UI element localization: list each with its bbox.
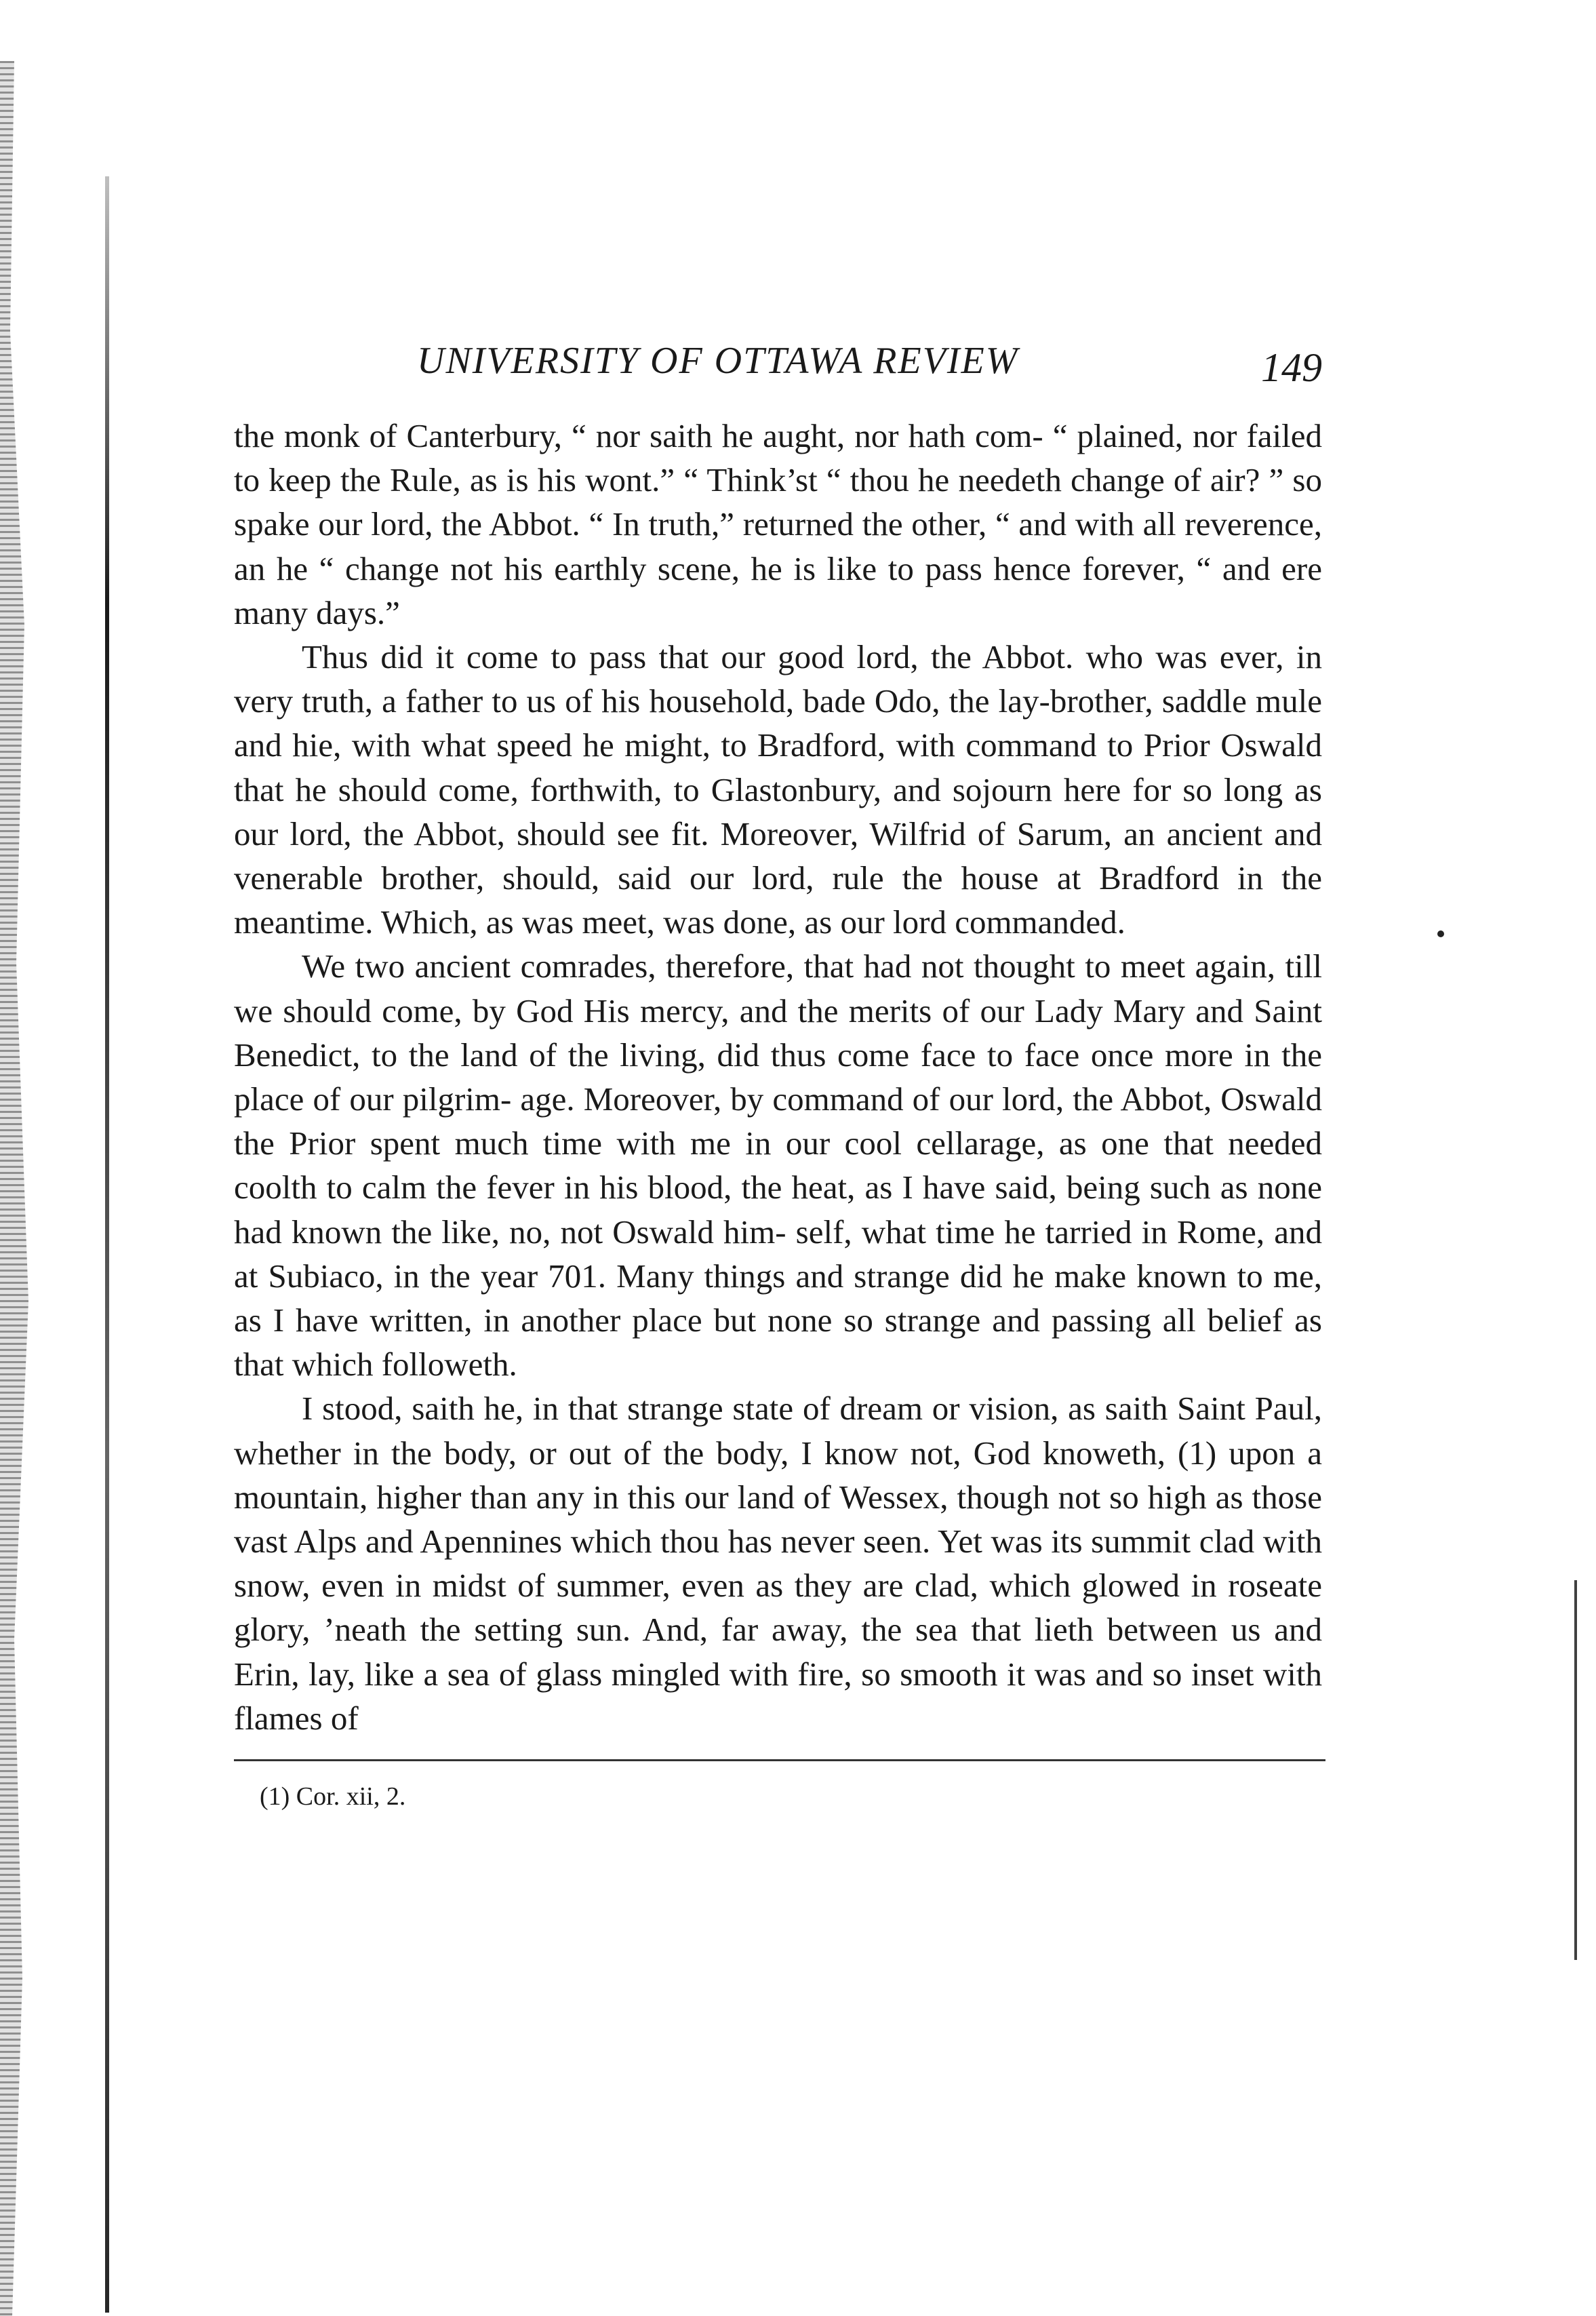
scan-edge-mark	[1574, 1580, 1577, 1960]
paragraph: I stood, saith he, in that strange state of dream or vision, as saith Saint Paul, whether in the body, or out of the body, I know not, God knoweth, (1) upon a mountain, higher than any in this our land of Wessex, though not so high as those vast Alps and Apennines which thou has never seen. Yet was its summit clad with snow, even in midst of summer, even as they are clad, which glowed in roseate glory, ’neath the setting sun. And, far away, the sea that lieth between us and Erin, lay, like a sea of glass mingled with fire, so smooth it was and so inset with flames of	[234, 1390, 1322, 1737]
running-head: UNIVERSITY OF OTTAWA REVIEW	[417, 340, 1019, 382]
paragraph-continued: the monk of Canterbury, “ nor saith he aught, nor hath com- “ plained, nor failed to keep the Rule, as is his wont.” “ Think’st “ thou he needeth change of air? ” so spake our lord, the Abbot. “ In truth,” returned the other, “ and with all reverence, an he “ change not his earthly scene, he is like to pass hence forever, “ and ere many days.”	[234, 417, 1322, 631]
scan-binding-edge	[0, 61, 41, 2316]
paragraph: Thus did it come to pass that our good lord, the Abbot. who was ever, in very truth, a father to us of his household, bade Odo, the lay-brother, saddle mule and hie, with what speed he might, to Bradford, with command to Prior Oswald that he should come, forthwith, to Glastonbury, and sojourn here for so long as our lord, the Abbot, should see fit. Moreover, Wilfrid of Sarum, an ancient and venerable brother, should, said our lord, rule the house at Bradford in the meantime. Which, as was meet, was done, as our lord commanded.	[234, 638, 1322, 941]
paragraph: We two ancient comrades, therefore, that had not thought to meet again, till we should come, by God His mercy, and the merits of our Lady Mary and Saint Benedict, to the land of the living, did thus come face to face once more in the place of our pilgrim- age. Moreover, by command of our lord, the Abbot, Oswald the Prior spent much time with me in our cool cellarage, as one that needed coolth to calm the fever in his blood, the heat, as I have said, being such as none had known the like, no, not Oswald him- self, what time he tarried in Rome, and at Subiaco, in the year 701. Many things and strange did he make known to me, as I have written, in another place but none so strange and passing all belief as that which followeth.	[234, 947, 1322, 1383]
page-header	[234, 339, 1322, 414]
scan-speck	[1437, 930, 1444, 937]
footnote: (1) Cor. xii, 2.	[260, 1782, 406, 1811]
footnote-rule	[234, 1759, 1325, 1761]
body-text	[234, 414, 1322, 1740]
scan-binding-line	[105, 176, 109, 2313]
book-page	[234, 339, 1322, 1813]
page-number: 149	[1261, 345, 1322, 390]
